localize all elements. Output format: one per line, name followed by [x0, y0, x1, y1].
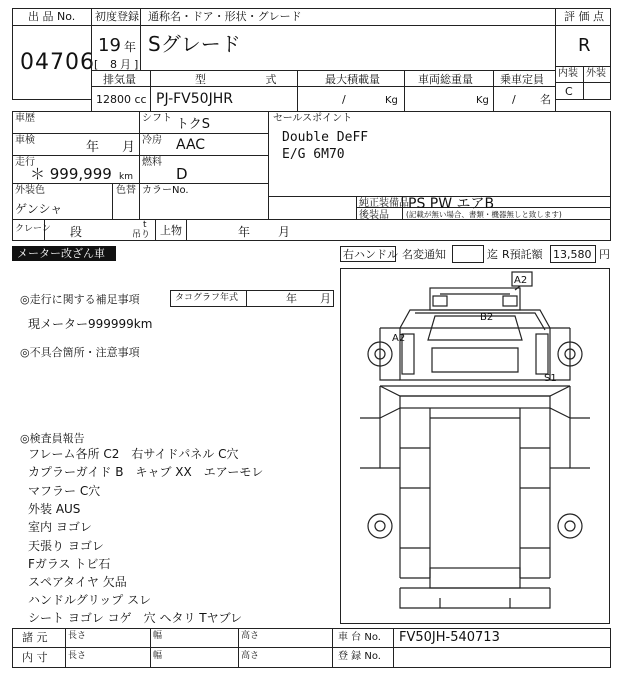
report-item: カプラーガイド B キャブ XX エアーモレ [28, 465, 264, 479]
damage-mark: S1 [544, 373, 557, 384]
interior-dim-label: 内 寸 [22, 651, 48, 664]
recycle-amount: 13,580 [553, 248, 592, 261]
capacity-sep: / [512, 93, 516, 106]
tacho-month: 月 [320, 292, 331, 305]
crane-hook: 吊り [132, 230, 151, 240]
reg-year: 19 [98, 35, 121, 56]
report-item: スペアタイヤ 欠品 [28, 575, 127, 589]
reg-month-bracket-l: [ [94, 58, 99, 71]
sales-point-label: セールスポイント [273, 113, 353, 124]
width-label: 幅 [153, 631, 163, 641]
exterior-label: 外装 [586, 68, 606, 79]
sales-point-line1: Double DeFF [282, 130, 369, 145]
interior-label: 内装 [558, 68, 578, 79]
aftermarket-label: 後装品 [359, 210, 389, 221]
mileage-value: ＊ 999,999 [30, 165, 112, 183]
width-label: 幅 [153, 651, 163, 661]
capacity-label: 乗車定員 [500, 73, 544, 86]
name-change-box [452, 245, 484, 263]
ac-value: AAC [176, 137, 206, 153]
report-item: 天張り ヨゴレ [28, 539, 104, 553]
shift-label: シフト [142, 113, 172, 124]
shift-value: トクS [176, 117, 210, 132]
max-load-sep: / [342, 93, 346, 106]
report-item: Fガラス トビ石 [28, 557, 111, 571]
report-item: 外装 AUS [28, 502, 81, 516]
capacity-unit: 名 [540, 93, 551, 106]
crane-ton: t [143, 220, 147, 230]
length-label: 長さ [68, 651, 87, 661]
mileage-unit: km [119, 172, 133, 182]
damage-mark: A2 [392, 333, 406, 344]
crane-label: クレーン [15, 224, 51, 234]
damage-mark: A2 [514, 275, 528, 286]
mount-label: 上物 [160, 224, 182, 237]
name-label: 通称名・ドア・形状・グレード [148, 10, 302, 23]
model-value: PJ-FV50JHR [156, 91, 233, 107]
report-item: マフラー C穴 [28, 484, 101, 498]
ext-color-label: 外装色 [15, 185, 45, 196]
grade-text: Sグレード [148, 32, 241, 56]
ext-color-value: ゲンシャ [15, 202, 63, 216]
reg-month-bracket-r: ] [134, 58, 139, 71]
height-label: 高さ [241, 631, 260, 641]
reg-no-label: 登 録 No. [338, 651, 381, 662]
displacement-value: 12800 cc [96, 93, 147, 106]
running-notes-label: ◎走行に関する補足事項 [20, 293, 140, 306]
lot-label: 出 品 No. [28, 10, 76, 23]
current-meter: 現メーター999999km [28, 317, 153, 331]
eval-label: 評 価 点 [564, 10, 604, 23]
crane-stage: 段 [70, 225, 83, 239]
chassis-no-value: FV50JH-540713 [399, 630, 500, 645]
tacho-label: タコグラフ年式 [175, 293, 239, 303]
defects-label: ◎不具合箇所・注意事項 [20, 346, 140, 359]
max-load-label: 最大積載量 [325, 73, 380, 86]
report-item: 室内 ヨゴレ [28, 520, 92, 534]
report-item: ハンドルグリップ スレ [28, 593, 152, 607]
name-change-label: 名変通知 [402, 248, 446, 261]
length-label: 長さ [68, 631, 87, 641]
reg-year-unit: 年 [124, 40, 137, 54]
color-change-label: 色替 [116, 185, 136, 196]
damage-mark: B2 [480, 312, 494, 323]
meter-tampered-text: メーター改ざん車 [17, 247, 105, 260]
shaken-year-unit: 年 [86, 140, 100, 155]
fuel-value: D [176, 165, 188, 183]
first-reg-label: 初度登録 [95, 10, 139, 23]
displacement-label: 排気量 [103, 73, 136, 86]
chassis-no-label: 車 台 No. [338, 632, 381, 643]
dimensions-label: 諸 元 [22, 631, 48, 644]
color-no-label: カラーNo. [142, 185, 189, 196]
lot-number: 04706 [20, 50, 95, 75]
footer-box [12, 628, 611, 668]
sales-point-line2: E/G 6M70 [282, 147, 345, 162]
mount-year: 年 [238, 225, 251, 239]
truck-diagram [340, 268, 610, 624]
reg-month-unit: 月 [120, 58, 131, 71]
gross-weight-unit: Kg [476, 95, 489, 106]
yen-unit: 円 [599, 248, 610, 261]
shaken-label: 車検 [15, 135, 35, 146]
max-load-unit: Kg [385, 95, 398, 106]
right-hand-label: 右ハンドル [343, 248, 398, 261]
mileage-label: 走行 [15, 157, 35, 168]
reg-month: 8 [110, 58, 117, 71]
report-item: シート ヨゴレ コゲ 穴 ヘタリ Tヤブレ [28, 611, 243, 625]
aftermarket-note: (記載が無い場合、書類・機器無しと致します) [406, 210, 562, 219]
height-label: 高さ [241, 651, 260, 661]
recycle-label: R預託額 [502, 248, 543, 261]
tacho-year: 年 [286, 292, 297, 305]
interior-grade: C [565, 85, 573, 98]
done-label: 迄 [487, 248, 498, 261]
inspector-label: ◎検査員報告 [20, 432, 85, 445]
model-label: 型 式 [195, 73, 305, 86]
std-equipment-label: 純正装備品 [359, 198, 409, 209]
ac-label: 冷房 [142, 135, 162, 146]
eval-score: R [578, 35, 591, 56]
history-label: 車歴 [15, 113, 35, 124]
report-item: フレーム各所 C2 右サイドパネル C穴 [28, 447, 239, 461]
fuel-label: 燃料 [142, 157, 162, 168]
std-equipment-value: PS PW エアB [408, 196, 495, 212]
mount-month: 月 [278, 225, 291, 239]
gross-weight-label: 車両総重量 [418, 73, 473, 86]
meter-tampered-badge [12, 246, 116, 261]
shaken-month-unit: 月 [122, 140, 136, 155]
